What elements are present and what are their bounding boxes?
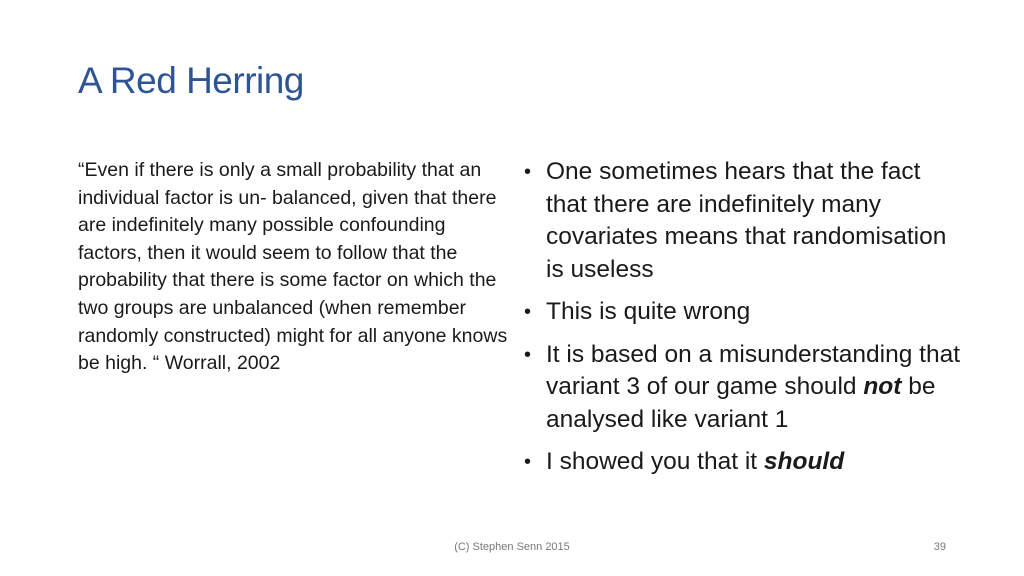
bullet-dot-icon: • xyxy=(524,301,532,323)
bullet-emphasis: not xyxy=(863,373,902,400)
bullet-dot-icon: • xyxy=(524,451,532,473)
bullet-text: One sometimes hears that the fact that there are indefinitely many covariates means that randomisation is useless xyxy=(546,158,947,283)
bullet-text: This is quite wrong xyxy=(546,298,751,325)
bullet-dot-icon: • xyxy=(524,343,532,366)
bullet-emphasis: should xyxy=(763,448,845,475)
slide-footer: (C) Stephen Senn 2015 xyxy=(454,541,570,553)
bullet-text: It is based on a misunderstanding that variant 3 of our game should xyxy=(546,340,961,400)
page-number: 39 xyxy=(933,541,946,553)
bullet-list xyxy=(522,156,962,489)
slide-title: A Red Herring xyxy=(78,60,304,101)
bullet-item xyxy=(522,446,962,479)
bullet-item xyxy=(522,339,962,437)
worrall-quote: “Even if there is only a small probability that an individual factor is un- balanced, given that there are indefinitely many possible confounding factors, then it would seem to follow that the probability that there is some factor on which the two groups are unbalanced (when remember randomly constructed) might for all anyone knows be high. “ Worrall, 2002 xyxy=(78,159,508,375)
bullet-dot-icon: • xyxy=(524,161,532,183)
bullet-item xyxy=(522,296,962,329)
bullet-item xyxy=(522,156,962,286)
bullet-text: I showed you that it xyxy=(546,448,764,475)
bullet-text: be analysed like variant 1 xyxy=(546,373,936,433)
